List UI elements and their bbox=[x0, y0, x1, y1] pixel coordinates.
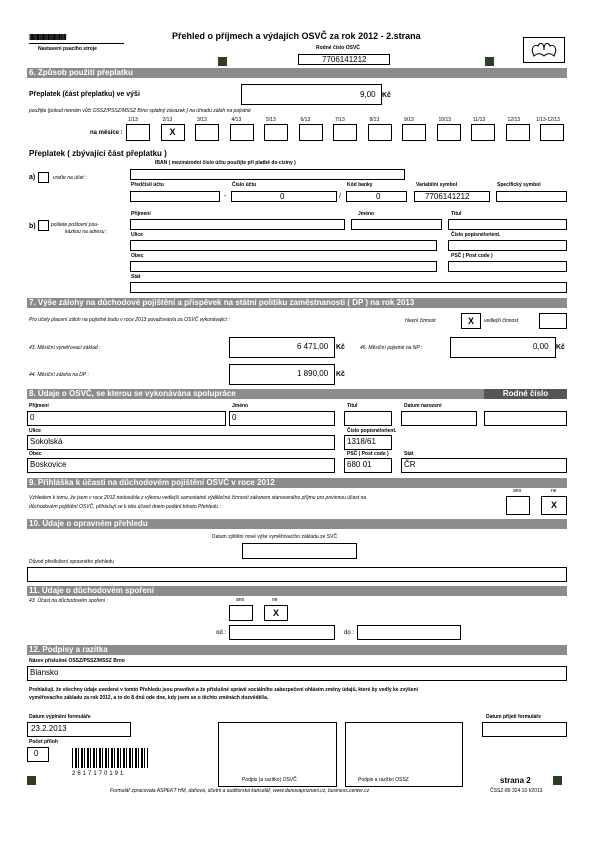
month-label: 10/13 bbox=[438, 117, 452, 123]
section-12-header: 12. Podpisy a razítka bbox=[27, 645, 567, 655]
r44-value: 1 890,00 bbox=[297, 369, 329, 378]
purpose-text: Pro účely placení záloh na pojistné budu v roce 2013 považován/a za OSVČ vykonávající : bbox=[29, 317, 230, 323]
bank-code-label: Kód banky bbox=[347, 182, 373, 188]
barcode-digits: 2617170191 bbox=[72, 771, 126, 777]
s11-to-field[interactable] bbox=[357, 625, 461, 640]
s8-town-field[interactable] bbox=[27, 458, 335, 473]
s8-street-field[interactable] bbox=[27, 435, 335, 450]
r43-currency: Kč bbox=[336, 344, 345, 351]
s8-birth-field[interactable] bbox=[401, 411, 477, 426]
month-label: 2/13 bbox=[162, 117, 173, 123]
s8-surname-value: 0 bbox=[30, 413, 35, 422]
account-label: Číslo účtu bbox=[232, 182, 257, 188]
attachments-value: 0 bbox=[34, 749, 39, 758]
month-label: 1/13-12/13 bbox=[536, 117, 560, 123]
s10-date-label: Datum zjištění nové výše vyměřovacího základu ze SVČ bbox=[212, 534, 338, 540]
town-label: Obec bbox=[131, 253, 144, 259]
month-checkbox[interactable] bbox=[437, 124, 461, 141]
r46-label: 46. Měsíční pojistné na NP : bbox=[360, 345, 423, 351]
month-checkbox[interactable] bbox=[402, 124, 426, 141]
s8-name-label: Jméno bbox=[232, 403, 249, 409]
s8-birth-label: Datum narození bbox=[404, 403, 442, 409]
section-6-header: 6. Způsob použití přeplatku bbox=[27, 68, 567, 78]
month-label: 11/13 bbox=[473, 117, 486, 123]
street-label: Ulice bbox=[131, 232, 143, 238]
cssz-logo-icon bbox=[524, 38, 564, 62]
s8-street-label: Ulice bbox=[29, 428, 41, 434]
month-mark: X bbox=[169, 127, 176, 137]
s11-to-label: do : bbox=[344, 630, 355, 636]
received-date-field[interactable] bbox=[482, 722, 567, 737]
psc-label: PSČ ( Post code ) bbox=[451, 253, 493, 259]
s8-rc-field[interactable] bbox=[484, 411, 567, 426]
s8-state-label: Stát bbox=[404, 451, 414, 457]
return-to-account-checkbox[interactable] bbox=[38, 172, 49, 183]
surname-label: Příjmení bbox=[131, 211, 151, 217]
rc-label: Rodné číslo bbox=[484, 389, 567, 399]
dash: - bbox=[224, 193, 227, 200]
s8-state-value: ČR bbox=[404, 460, 416, 469]
variable-symbol-label: Variabilní symbol bbox=[416, 182, 458, 188]
s9-text-1: Vzhledem k tomu, že jsem v roce 2012 nedosáhla z výkonu vedlejší samostatné výdělečné činnosti zákonem stanoveného příjmu pro povinnou účast na bbox=[29, 495, 367, 501]
s8-house-label: Číslo popisné/orient. bbox=[347, 428, 397, 434]
town-field[interactable] bbox=[130, 261, 437, 272]
page-title: Přehled o příjmech a výdajích OSVČ za rok 2012 - 2.strana bbox=[172, 31, 421, 41]
s11-no-label: ne bbox=[272, 597, 278, 603]
section-7-header: 7. Výše zálohy na důchodové pojištění a příspěvek na státní politiku zaměstnanosti ( DP ) na rok 2013 bbox=[27, 298, 567, 308]
r44-label: 44. Měsíční záloha na DP : bbox=[29, 372, 89, 378]
section-8-header: 8. Údaje o OSVČ, se kterou se vykonávána spolupráce bbox=[27, 389, 567, 399]
side-activity-label: vedlejší činnost bbox=[484, 318, 519, 324]
birth-number-value: 7706141212 bbox=[322, 55, 367, 64]
postal-label-2: kázkou na adresu : bbox=[65, 229, 108, 235]
month-label: 1/13 bbox=[128, 117, 138, 123]
month-checkbox[interactable] bbox=[368, 124, 392, 141]
declaration-2: vyměřovacího základu za rok 2012, a to do 8 dnů ode dne, kdy jsem se o těchto změnách dozvěděl/a. bbox=[29, 695, 269, 701]
name-field[interactable] bbox=[351, 219, 442, 230]
office-value: Blansko bbox=[30, 668, 59, 677]
s8-name-field[interactable] bbox=[229, 411, 335, 426]
s8-titul-field[interactable] bbox=[344, 411, 392, 426]
house-number-label: Číslo popisné/orient. bbox=[451, 232, 501, 238]
section-11-header: 11. Údaje o důchodovém spoření bbox=[27, 586, 567, 596]
bank-code-value: 0 bbox=[376, 192, 381, 201]
s10-reason-field[interactable] bbox=[27, 567, 567, 582]
declaration-1: Prohlašuji, že všechny údaje uvedené v tomto Přehledu jsou pravdivé a že příslušné správě sociálního zabezpečení ohlásím změny údajů, které by vedly ke zvýšení bbox=[29, 687, 419, 693]
marker-square bbox=[485, 57, 494, 66]
month-checkbox[interactable] bbox=[506, 124, 530, 141]
barcode bbox=[72, 748, 148, 768]
month-checkbox[interactable] bbox=[195, 124, 219, 141]
state-field[interactable] bbox=[130, 282, 567, 293]
s9-yes-checkbox[interactable] bbox=[506, 496, 530, 515]
main-activity-label: hlavní činnost bbox=[405, 318, 436, 324]
main-activity-mark: X bbox=[467, 316, 474, 326]
month-label: 3/13 bbox=[197, 117, 207, 123]
remaining-label: Přeplatek ( zbývající část přeplatku ) bbox=[29, 149, 167, 158]
currency-label: Kč bbox=[382, 92, 391, 99]
fill-date-label: Datum vyplnění formuláře bbox=[29, 714, 91, 720]
month-label: 7/13 bbox=[335, 117, 345, 123]
s8-surname-label: Příjmení bbox=[29, 403, 49, 409]
footer-text: Formulář zpracovala ASPEKT HM, daňová, účetní a auditorská kancelář, www.danovapriznani.cz, business.center.cz bbox=[110, 788, 370, 794]
postal-label-1: pošlete poštovní pou- bbox=[51, 222, 99, 228]
specific-symbol-field[interactable] bbox=[496, 191, 567, 202]
month-checkbox[interactable] bbox=[540, 124, 564, 141]
account-value: 0 bbox=[280, 192, 285, 201]
surname-field[interactable] bbox=[130, 219, 345, 230]
postal-checkbox[interactable] bbox=[38, 220, 49, 231]
titul-field[interactable] bbox=[448, 219, 567, 230]
street-field[interactable] bbox=[130, 240, 437, 251]
s8-town-label: Obec bbox=[29, 451, 42, 457]
s10-reason-label: Důvod předložení opravného přehledu bbox=[29, 559, 115, 565]
r46-currency: Kč bbox=[556, 344, 565, 351]
printer-setup-label: Nastavení psacího stroje bbox=[38, 46, 97, 52]
s11-yes-label: ano bbox=[236, 597, 245, 603]
month-label: 9/13 bbox=[404, 117, 414, 123]
iban-label: IBAN ( mezinárodní číslo účtu použijte při platbě do ciziny ) bbox=[155, 160, 296, 166]
s11-question: 43. Účast na důchodovém spoření : bbox=[29, 598, 108, 604]
month-label: 12/13 bbox=[507, 117, 521, 123]
r43-label: 43. Měsíční vyměřovací základ : bbox=[29, 345, 101, 351]
office-field[interactable] bbox=[27, 666, 567, 681]
birth-number-label: Rodné číslo OSVČ bbox=[316, 45, 360, 51]
side-activity-checkbox[interactable] bbox=[539, 313, 567, 329]
r43-value: 6 471,00 bbox=[297, 342, 329, 351]
printer-barcode: IIIIIIIIIIIIIIIIIIIIIIIIIIIIII bbox=[29, 33, 66, 42]
prefix-field[interactable] bbox=[130, 191, 220, 202]
s11-from-field[interactable] bbox=[229, 625, 335, 640]
overpay-value: 9,00 bbox=[360, 90, 376, 99]
titul-label: Titul bbox=[451, 211, 462, 217]
office-label: Název příslušné OSSZ/PSSZ/MSSZ Brno bbox=[29, 658, 125, 664]
s9-no-mark: X bbox=[550, 500, 557, 510]
state-label: Stát bbox=[131, 274, 141, 280]
overpay-label: Přeplatek (část přeplatku) ve výši bbox=[29, 91, 140, 98]
s8-surname-field[interactable] bbox=[27, 411, 226, 426]
option-b: b) bbox=[29, 223, 36, 230]
return-to-account-label: vraťte na účet : bbox=[53, 175, 87, 181]
s8-town-value: Boskovice bbox=[30, 460, 67, 469]
received-date-label: Datum přijetí formuláře bbox=[486, 714, 542, 720]
cssz-logo bbox=[523, 37, 565, 63]
marker-square bbox=[218, 57, 227, 66]
prefix-label: Předčíslí účtu bbox=[131, 182, 164, 188]
r46-value: 0,00 bbox=[533, 342, 549, 351]
month-label: 5/13 bbox=[266, 117, 276, 123]
month-checkbox[interactable] bbox=[333, 124, 357, 141]
signature-ossz-label: Podpis a razítko OSSZ bbox=[358, 777, 409, 783]
s8-name-value: 0 bbox=[232, 413, 237, 422]
month-checkbox[interactable] bbox=[126, 124, 150, 141]
r44-currency: Kč bbox=[336, 371, 345, 378]
s9-yes-label: ano bbox=[513, 488, 522, 494]
usage-text: použijte (pokud nemám vůči OSSZ/PSSZ/MSSZ Brno splatný závazek ) na úhradu záloh na pojistné bbox=[29, 108, 251, 114]
s10-date-field[interactable] bbox=[242, 543, 357, 559]
s9-no-label: ne bbox=[551, 488, 557, 494]
s8-psc-value: 680 01 bbox=[347, 460, 372, 469]
months-label: na měsíce : bbox=[90, 130, 123, 136]
month-label: 6/13 bbox=[300, 117, 311, 123]
s8-house-value: 1318/61 bbox=[347, 437, 376, 446]
month-checkbox[interactable] bbox=[471, 124, 495, 141]
slash: / bbox=[339, 193, 341, 200]
option-a: a) bbox=[29, 174, 36, 181]
signature-osvc-label: Podpis (a razítko) OSVČ bbox=[242, 777, 297, 783]
attachments-label: Počet příloh bbox=[29, 739, 58, 745]
s8-street-value: Sokolská bbox=[30, 437, 63, 446]
s8-titul-label: Titul bbox=[347, 403, 358, 409]
name-label: Jméno bbox=[358, 211, 375, 217]
s9-text-2: důchodovém pojištění OSVČ, přihlašují se k této účasti dnem podání tohoto Přehledu : bbox=[29, 504, 221, 510]
s8-psc-label: PSČ ( Post code ) bbox=[347, 451, 389, 457]
iban-field[interactable] bbox=[130, 169, 405, 180]
month-checkbox[interactable] bbox=[299, 124, 323, 141]
s11-no-mark: X bbox=[272, 608, 279, 618]
house-number-field[interactable] bbox=[448, 240, 567, 251]
month-label: 4/13 bbox=[231, 117, 242, 123]
s8-state-field[interactable] bbox=[401, 458, 567, 473]
form-code: ČSSZ-89 324 10 I/2013 bbox=[490, 788, 543, 794]
month-checkbox[interactable] bbox=[264, 124, 288, 141]
specific-symbol-label: Specifický symbol bbox=[497, 182, 541, 188]
s11-from-label: od : bbox=[216, 630, 227, 636]
psc-field[interactable] bbox=[448, 261, 567, 272]
fill-date-value: 23.2.2013 bbox=[31, 724, 67, 733]
variable-symbol-value: 7706141212 bbox=[425, 192, 470, 201]
s11-yes-checkbox[interactable] bbox=[229, 605, 253, 621]
marker-square bbox=[553, 776, 562, 785]
section-10-header: 10. Údaje o opravném přehledu bbox=[27, 519, 567, 529]
section-9-header: 9. Přihláška k účasti na důchodovém pojištění OSVČ v roce 2012 bbox=[27, 478, 567, 488]
marker-square bbox=[27, 776, 36, 785]
month-label: 8/13 bbox=[369, 117, 380, 123]
month-checkbox[interactable] bbox=[230, 124, 254, 141]
page-number: strana 2 bbox=[500, 776, 531, 785]
